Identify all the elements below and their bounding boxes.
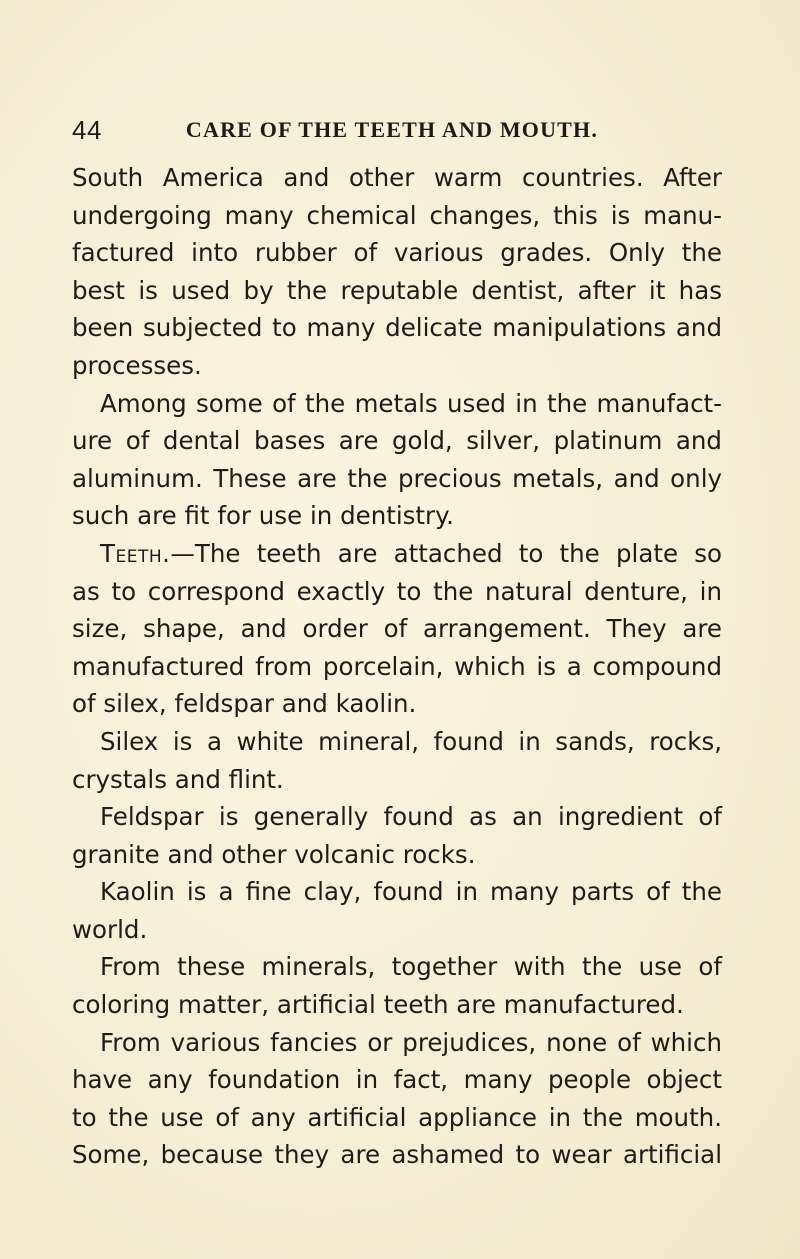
paragraph-prejudices xyxy=(72,1024,722,1174)
text-line: world. xyxy=(72,914,148,944)
paragraph-metals xyxy=(72,385,722,535)
text-line: South America and other warm countries. After xyxy=(72,163,722,192)
text-line: processes. xyxy=(72,350,202,380)
text-line: From various fancies or prejudices, none of which xyxy=(100,1027,722,1057)
text-line: best is used by the reputable dentist, after it has xyxy=(72,275,722,305)
text-line: have any foundation in fact, many people object xyxy=(72,1065,722,1095)
text-line-rest: —The teeth are attached to the plate so xyxy=(170,538,722,568)
text-line: Silex is a white mineral, found in sands, rocks, xyxy=(100,726,722,756)
paragraph-minerals xyxy=(72,948,722,1023)
text-line: From these minerals, together with the use of xyxy=(100,952,722,982)
section-heading-teeth: Teeth. xyxy=(100,538,171,568)
text-line: Kaolin is a fine clay, found in many parts of the xyxy=(100,877,722,907)
paragraph-rubber xyxy=(72,159,722,385)
text-line: ure of dental bases are gold, silver, platinum and xyxy=(72,426,722,456)
text-line: factured into rubber of various grades. Only the xyxy=(72,238,722,268)
text-line: undergoing many chemical changes, this is manu- xyxy=(72,200,722,230)
text-line: to the use of any artificial appliance in the mouth. xyxy=(72,1102,722,1132)
body-text xyxy=(72,159,722,1174)
page-header xyxy=(72,113,732,153)
text-line xyxy=(72,535,722,573)
text-line: Some, because they are ashamed to wear artificial xyxy=(72,1140,722,1170)
text-line: Feldspar is generally found as an ingredient of xyxy=(100,802,722,832)
text-line: Among some of the metals used in the manufact- xyxy=(100,388,722,418)
text-line: coloring matter, artificial teeth are manufactured. xyxy=(72,990,684,1020)
text-line: crystals and flint. xyxy=(72,764,284,794)
text-line: of silex, feldspar and kaolin. xyxy=(72,689,417,719)
running-title: CARE OF THE TEETH AND MOUTH. xyxy=(185,117,599,142)
text-line: such are fit for use in dentistry. xyxy=(72,501,454,531)
page-number: 44 xyxy=(72,115,102,145)
paragraph-silex xyxy=(72,723,722,798)
paragraph-feldspar xyxy=(72,798,722,873)
text-line: as to correspond exactly to the natural denture, in xyxy=(72,576,722,606)
text-line: granite and other volcanic rocks. xyxy=(72,839,476,869)
text-line: aluminum. These are the precious metals, and only xyxy=(72,463,722,493)
text-line: size, shape, and order of arrangement. They are xyxy=(72,614,722,644)
paragraph-teeth xyxy=(72,535,722,723)
text-line: manufactured from porcelain, which is a compound xyxy=(72,651,722,681)
text-line: been subjected to many delicate manipulations and xyxy=(72,313,722,343)
paragraph-kaolin xyxy=(72,873,722,948)
